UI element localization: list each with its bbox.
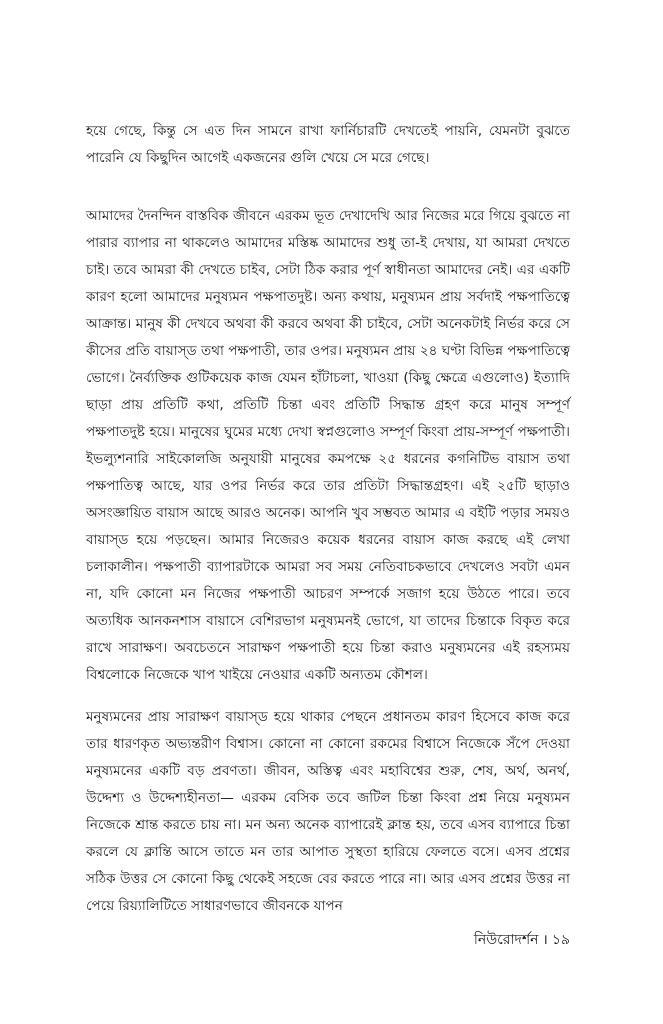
paragraph-continuation <box>86 118 570 172</box>
footer-separator: । <box>542 932 548 948</box>
paragraph-text: মনুষ্যমনের প্রায় সারাক্ষণ বায়াস্‌ড হয়ে থাকার পেছনে প্রধানতম কারণ হিসেবে কাজ করে তার ধারণকৃত অভ্যন্তরীণ বিশ্বাস। কোনো না কোনো রকমের বিশ্বাসে নিজেকে সঁপে দেওয়া মনুষ্যমনের একটি বড় প্রবণতা। জীবন, অস্তিত্ব এবং মহাবিশ্বের শুরু, শেষ, অর্থ, অনর্থ, উদ্দেশ্য ও উদ্দেশ্যহীনতা— এরকম বেসিক তবে জটিল চিন্তা কিংবা প্রশ্ন নিয়ে মনুষ্যমন নিজেকে শ্রান্ত করতে চায় না। মন অন্য অনেক ব্যাপারেই ক্লান্ত হয়, তবে এসব ব্যাপারে চিন্তা করলে যে ক্লান্তি আসে তাতে মন তার আপাত সুস্থতা হারিয়ে ফেলতে বসে। এসব প্রশ্নের সঠিক উত্তর সে কোনো কিছু থেকেই সহজে বের করতে পারে না। আর এসব প্রশ্নের উত্তর না পেয়ে রিয়্যালিটিতে সাধারণভাবে জীবনকে যাপন <box>86 709 570 914</box>
page-number: ১৯ <box>551 932 570 948</box>
paragraph-text: হয়ে গেছে, কিন্তু সে এত দিন সামনে রাখা ফার্নিচারটি দেখতেই পায়নি, যেমনটা বুঝতে পারেনি যে কিছুদিন আগেই একজনের গুলি খেয়ে সে মরে গেছে। <box>86 123 570 166</box>
paragraph-belief <box>86 704 570 920</box>
page-footer <box>86 928 570 952</box>
paragraph-bias <box>86 203 570 689</box>
paragraph-text: আমাদের দৈনন্দিন বাস্তবিক জীবনে এরকম ভূত দেখাদেখি আর নিজের মরে গিয়ে বুঝতে না পারার ব্যাপার না থাকলেও আমাদের মস্তিষ্ক আমাদের শুধু তা-ই দেখায়, যা আমরা দেখতে চাই। তবে আমরা কী দেখতে চাইব, সেটা ঠিক করার পূর্ণ স্বাধীনতা আমাদের নেই। এর একটি কারণ হলো আমাদের মনুষ্যমন পক্ষপাতদুষ্ট। অন্য কথায়, মনুষ্যমন প্রায় সর্বদাই পক্ষপাতিত্বে আক্রান্ত। মানুষ কী দেখবে অথবা কী করবে অথবা কী চাইবে, সেটা অনেকটাই নির্ভর করে সে কীসের প্রতি বায়াস্‌ড তথা পক্ষপাতী, তার ওপর। মনুষ্যমন প্রায় ২৪ ঘণ্টা বিভিন্ন পক্ষপাতিত্বে ভোগে। নৈর্ব্যক্তিক গুটিকয়েক কাজ যেমন হাঁটাচলা, খাওয়া (কিছু ক্ষেত্রে এগুলোও) ইত্যাদি ছাড়া প্রায় প্রতিটি কথা, প্রতিটি চিন্তা এবং প্রতিটি সিদ্ধান্ত গ্রহণ করে মানুষ সম্পূর্ণ পক্ষপাতদুষ্ট হয়ে। মানুষের ঘুমের মধ্যে দেখা স্বপ্নগুলোও সম্পূর্ণ কিংবা প্রায়-সম্পূর্ণ পক্ষপাতী। ইভল্যুশনারি সাইকোলজি অনুযায়ী মানুষের কমপক্ষে ২৫ ধরনের কগনিটিভ বায়াস তথা পক্ষপাতিত্ব আছে, যার ওপর নির্ভর করে তার প্রতিটা সিদ্ধান্তগ্রহণ। এই ২৫টি ছাড়াও অসংজ্ঞায়িত বায়াস আছে আরও অনেক। আপনি খুব সম্ভবত আমার এ বইটি পড়ার সময়ও বায়াস্‌ড হয়ে পড়ছেন। আমার নিজেরও কয়েক ধরনের বায়াস কাজ করছে এই লেখা চলাকালীন। পক্ষপাতী ব্যাপারটাকে আমরা সব সময় নেতিবাচকভাবে দেখলেও সবটা এমন না, যদি কোনো মন নিজের পক্ষপাতী আচরণ সম্পর্কে সজাগ হয়ে উঠতে পারে। তবে অত্যধিক আনকনশাস বায়াসে বেশিরভাগ মনুষ্যমনই ভোগে, যা তাদের চিন্তাকে বিকৃত করে রাখে সারাক্ষণ। অবচেতনে সারাক্ষণ পক্ষপাতী হয়ে চিন্তা করাও মনুষ্যমনের এই রহস্যময় বিশ্বলোকে নিজেকে খাপ খাইয়ে নেওয়ার একটি অন্যতম কৌশল। <box>86 208 570 683</box>
book-title: নিউরোদর্শন <box>473 932 539 948</box>
